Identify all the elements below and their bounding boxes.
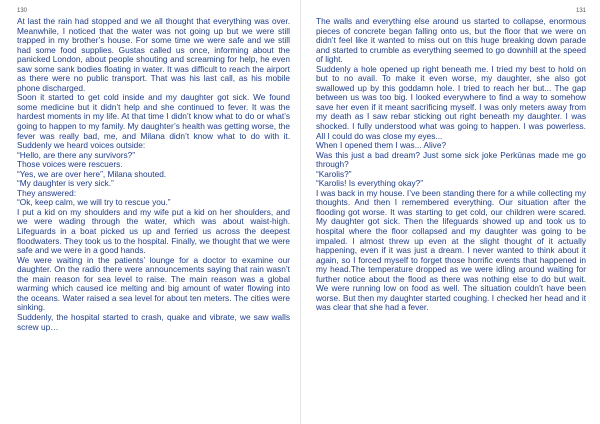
paragraph: “Ok, keep calm, we will try to rescue you.” <box>17 197 171 208</box>
paragraph: Was this just a bad dream? Just some sick joke Perkūnas made me go through? <box>316 149 586 170</box>
paragraph: Those voices were rescuers. <box>17 159 123 170</box>
paragraph: I put a kid on my shoulders and my wife put a kid on her shoulders, and we were wading through the water, which was about waist-high. Lifeguards in a boat picked us up and ferried us across the deepest floodwaters. They took us to the hospital. Finally, we thought that we were safe and we were in a good hands. <box>17 206 290 256</box>
paragraph: “Hello, are there any survivors?” <box>17 149 136 160</box>
page-number: 130 <box>17 8 28 14</box>
right-page <box>300 0 600 424</box>
paragraph: They answered: <box>17 187 77 198</box>
page-body <box>17 17 290 332</box>
paragraph: “My daughter is very sick.” <box>17 178 114 189</box>
paragraph: Soon it started to get cold inside and my daughter got sick. We found some medicine but it didn’t help and she continued to fever. It was the hardest moments in my life. At that time I didn’t know what to do or what’s going to happen to my family. My daughter’s health was getting worse, the fever was really bad, me, and Milana didn’t know what to do with it. Suddenly we heard voices outside: <box>17 92 290 151</box>
paragraph: Suddenly a hole opened up right beneath me. I tried my best to hold on but to no avail. To make it even worse, my daughter, she also got swallowed up by this goddamn hole. I tried to reach her but... The gap between us was too big. I looked everywhere to find a way to somehow save her even if it meant sacrificing myself. I was only meters away from my death as I saw rebar sticking out right beneath my daughter. I was shocked. I fully understood what was going to happen. I was powerless. All I could do was close my eyes... <box>316 63 586 141</box>
paragraph: We were waiting in the patients’ lounge for a doctor to examine our daughter. On the radio there were announcements saying that rain wasn’t the main reason for sea level to raise. The main reason was a global warming which caused ice melting and big amount of water flowing into the oceans. Water raised a sea level for about ten meters. The cities were sinking. <box>17 254 290 313</box>
page-number: 131 <box>575 8 586 14</box>
paragraph: The walls and everything else around us started to collapse, enormous pieces of concrete began falling onto us, but the floor that we were on didn’t feel like it wanted to miss out on this huge breaking down parade and started to crumble as everything seemed to go downhill at the speed of light. <box>316 16 586 65</box>
paragraph: “Yes, we are over here”, Milana shouted. <box>17 168 167 179</box>
paragraph: Suddenly, the hospital started to crash, quake and vibrate, we saw walls screw up… <box>17 311 290 332</box>
paragraph: “Karolis?” <box>316 168 352 179</box>
page-body <box>316 17 586 313</box>
paragraph: I was back in my house. I’ve been standing there for a while collecting my thoughts. And then I remembered everything. Our situation after the flooding got worse. It was starting to get cold, our children were scared. My daughter got sick. Then the lifeguards showed up and took us to hospital where the floor collapsed and my daughter was going to be impaled. I almost threw up even at the slight thought of it actually happening, even if it was just a dream. I never wanted to think about it again, so I forced myself to forget those horrific events that happened in my head.The temperature dropped as we were idling around waiting for further notice about the flood as there was nothing else to do but wait. We were running low on food as well. The situation couldn’t have been worse. But then my daughter started coughing. I checked her head and it was clear that she had a fever. <box>316 187 586 313</box>
paragraph: “Karolis! Is everything okay?” <box>316 178 423 189</box>
paragraph: When I opened them I was... Alive? <box>316 140 447 151</box>
paragraph: At last the rain had stopped and we all thought that everything was over. Meanwhile, I noticed that the water was not going up but we were still trapped in my brother’s house. For some time we were safe and we still had some food supplies. Gustas called us once, informing about the panicked London, about people shouting and screaming for help, he even saw some sank bodies floating in water. It was difficult to reach the airport as there were no public transport. That was his last call, as his mobile phone discharged. <box>17 16 290 93</box>
